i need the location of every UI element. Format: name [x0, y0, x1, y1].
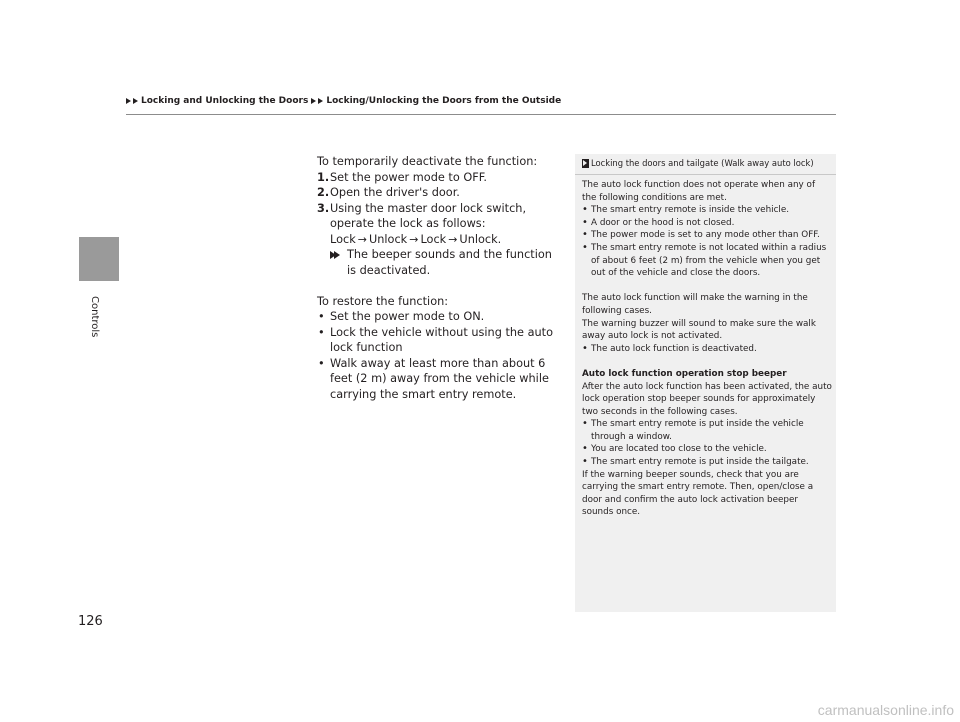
breadcrumb: [126, 95, 561, 107]
result-arrow-icon: [330, 247, 340, 259]
note-bullet: • The smart entry remote is not located within a radius of about 6 feet (2 m) from the vehicle when you get out of the vehicle and close the doors.: [582, 242, 832, 280]
chapter-tab: [79, 237, 119, 281]
lock-sequence: Lock → Unlock → Lock → Unlock.: [330, 232, 502, 246]
intro-text: To temporarily deactivate the function:: [317, 155, 538, 168]
note-paragraph: If the warning beeper sounds, check that you are carrying the smart entry remote. Then, open/close a door and confirm the auto lock activation beeper sounds once.: [582, 469, 814, 518]
restore-bullet: • Walk away at least more than about 6 feet (2 m) away from the vehicle while carrying the smart entry remote.: [317, 356, 562, 403]
step-result: The beeper sounds and the function is deactivated.: [317, 247, 562, 278]
note-bullet: • The smart entry remote is put inside the tailgate.: [582, 456, 832, 469]
watermark: carmanualsonline.info: [817, 702, 954, 718]
breadcrumb-arrow-icon: [126, 98, 131, 104]
note-title: Locking the doors and tailgate (Walk away auto lock): [591, 158, 814, 168]
arrow-right-icon: →: [448, 232, 458, 246]
breadcrumb-section: Locking and Unlocking the Doors: [141, 96, 309, 106]
restore-bullet: • Lock the vehicle without using the auto lock function: [317, 325, 562, 356]
breadcrumb-subsection: Locking/Unlocking the Doors from the Outside: [326, 96, 562, 106]
step-3: 3. Using the master door lock switch, operate the lock as follows:: [317, 201, 527, 230]
header-rule: [126, 114, 836, 115]
step-1: 1. Set the power mode to OFF.: [317, 170, 488, 184]
note-bullet: • The power mode is set to any mode other than OFF.: [582, 229, 832, 242]
note-paragraph: The auto lock function will make the warning in the following cases.: [582, 293, 808, 316]
note-header: [575, 154, 836, 175]
breadcrumb-arrow-icon: [133, 98, 138, 104]
note-paragraph: The auto lock function does not operate when any of the following conditions are met.: [582, 180, 816, 203]
chapter-label: Controls: [89, 296, 100, 338]
note-bullet: • A door or the hood is not closed.: [582, 217, 832, 230]
note-subheading: Auto lock function operation stop beeper: [582, 368, 787, 379]
note-paragraph: The warning buzzer will sound to make sure the walk away auto lock is not activated.: [582, 318, 816, 342]
note-bullet: • The auto lock function is deactivated.: [582, 343, 832, 356]
arrow-right-icon: →: [357, 232, 367, 246]
restore-title: To restore the function:: [317, 294, 449, 308]
step-2: 2. Open the driver's door.: [317, 186, 460, 199]
restore-bullet: • Set the power mode to ON.: [317, 309, 562, 325]
note-marker-icon: [582, 159, 589, 168]
note-bullet: • You are located too close to the vehicle.: [582, 443, 832, 456]
arrow-right-icon: →: [409, 232, 419, 246]
page-number: 126: [78, 614, 103, 629]
breadcrumb-arrow-icon: [318, 98, 323, 104]
breadcrumb-arrow-icon: [311, 98, 316, 104]
note-body: [582, 179, 832, 519]
note-bullet: • The smart entry remote is put inside the vehicle through a window.: [582, 418, 832, 443]
note-bullet: • The smart entry remote is inside the vehicle.: [582, 204, 832, 217]
note-paragraph: After the auto lock function has been activated, the auto lock operation stop beeper sounds for approximately two seconds in the following cases.: [582, 381, 832, 417]
main-text: [317, 154, 562, 402]
side-note: [575, 154, 836, 612]
